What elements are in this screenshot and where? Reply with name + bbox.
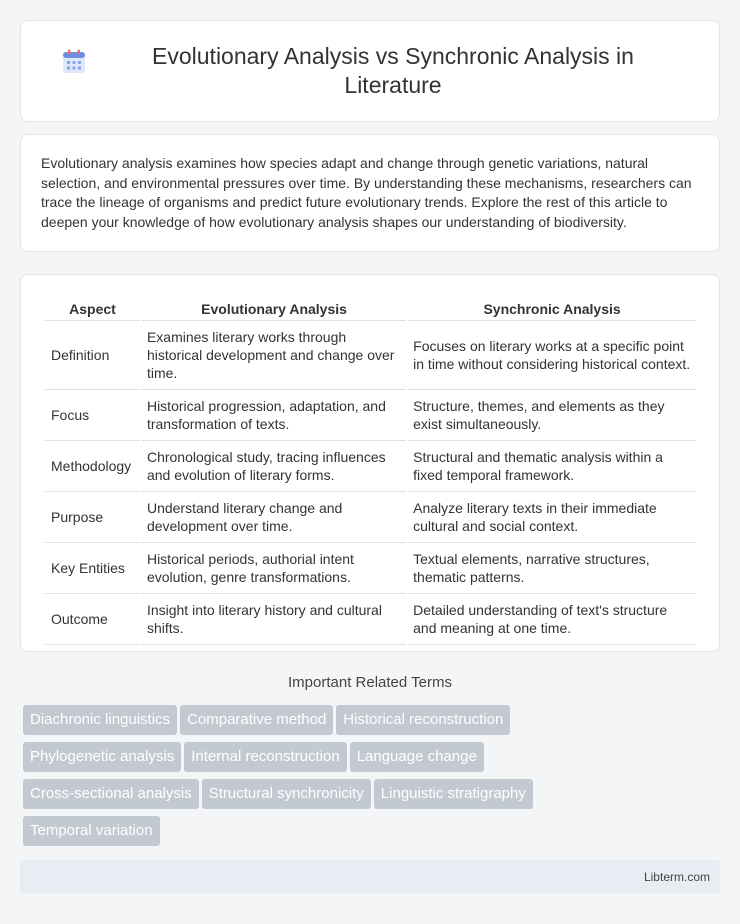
row-evolutionary: Chronological study, tracing influences and evolution of literary forms. <box>142 441 406 492</box>
related-terms-list <box>23 705 723 853</box>
row-synchronic: Structure, themes, and elements as they exist simultaneously. <box>408 390 696 441</box>
table-row <box>45 594 696 645</box>
related-term-tag[interactable]: Language change <box>350 742 484 772</box>
row-synchronic: Analyze literary texts in their immediate cultural and social context. <box>408 492 696 543</box>
row-aspect: Outcome <box>45 594 140 645</box>
comparison-table <box>43 295 698 645</box>
table-row <box>45 390 696 441</box>
title-wrap <box>60 42 680 100</box>
row-evolutionary: Historical progression, adaptation, and transformation of texts. <box>142 390 406 441</box>
related-term-tag[interactable]: Temporal variation <box>23 816 160 846</box>
table-row <box>45 543 696 594</box>
related-term-tag[interactable]: Cross-sectional analysis <box>23 779 199 809</box>
title-card <box>20 20 720 122</box>
row-synchronic: Detailed understanding of text's structure and meaning at one time. <box>408 594 696 645</box>
row-synchronic: Textual elements, narrative structures, thematic patterns. <box>408 543 696 594</box>
footer <box>20 860 720 894</box>
related-term-tag[interactable]: Structural synchronicity <box>202 779 371 809</box>
row-evolutionary: Understand literary change and development over time. <box>142 492 406 543</box>
table-row <box>45 441 696 492</box>
row-aspect: Definition <box>45 321 140 390</box>
row-evolutionary: Examines literary works through historical development and change over time. <box>142 321 406 390</box>
row-aspect: Focus <box>45 390 140 441</box>
related-terms-title: Important Related Terms <box>288 674 452 691</box>
related-term-tag[interactable]: Diachronic linguistics <box>23 705 177 735</box>
related-term-tag[interactable]: Linguistic stratigraphy <box>374 779 533 809</box>
row-synchronic: Structural and thematic analysis within a fixed temporal framework. <box>408 441 696 492</box>
page-title: Evolutionary Analysis vs Synchronic Analysis in Literature <box>152 43 634 98</box>
table-row <box>45 492 696 543</box>
related-term-tag[interactable]: Phylogenetic analysis <box>23 742 181 772</box>
header-aspect: Aspect <box>45 295 140 321</box>
header-evolutionary: Evolutionary Analysis <box>142 295 406 321</box>
table-row <box>45 321 696 390</box>
intro-card <box>20 134 720 252</box>
row-aspect: Methodology <box>45 441 140 492</box>
row-synchronic: Focuses on literary works at a specific point in time without considering historical context. <box>408 321 696 390</box>
row-aspect: Key Entities <box>45 543 140 594</box>
row-evolutionary: Insight into literary history and cultural shifts. <box>142 594 406 645</box>
intro-paragraph: Evolutionary analysis examines how species adapt and change through genetic variations, natural selection, and environmental pressures over time. By understanding these mechanisms, researchers can trace the lineage of organisms and predict future evolutionary trends. Explore the rest of this article to deepen your knowledge of how evolutionary analysis shapes our understanding of biodiversity. <box>41 155 692 230</box>
related-term-tag[interactable]: Historical reconstruction <box>336 705 510 735</box>
related-term-tag[interactable]: Internal reconstruction <box>184 742 346 772</box>
footer-site-link[interactable]: Libterm.com <box>643 870 710 884</box>
row-evolutionary: Historical periods, authorial intent evolution, genre transformations. <box>142 543 406 594</box>
table-header-row <box>45 295 696 321</box>
row-aspect: Purpose <box>45 492 140 543</box>
calendar-icon <box>60 48 88 76</box>
comparison-table-card <box>20 274 720 652</box>
header-synchronic: Synchronic Analysis <box>408 295 696 321</box>
related-term-tag[interactable]: Comparative method <box>180 705 333 735</box>
